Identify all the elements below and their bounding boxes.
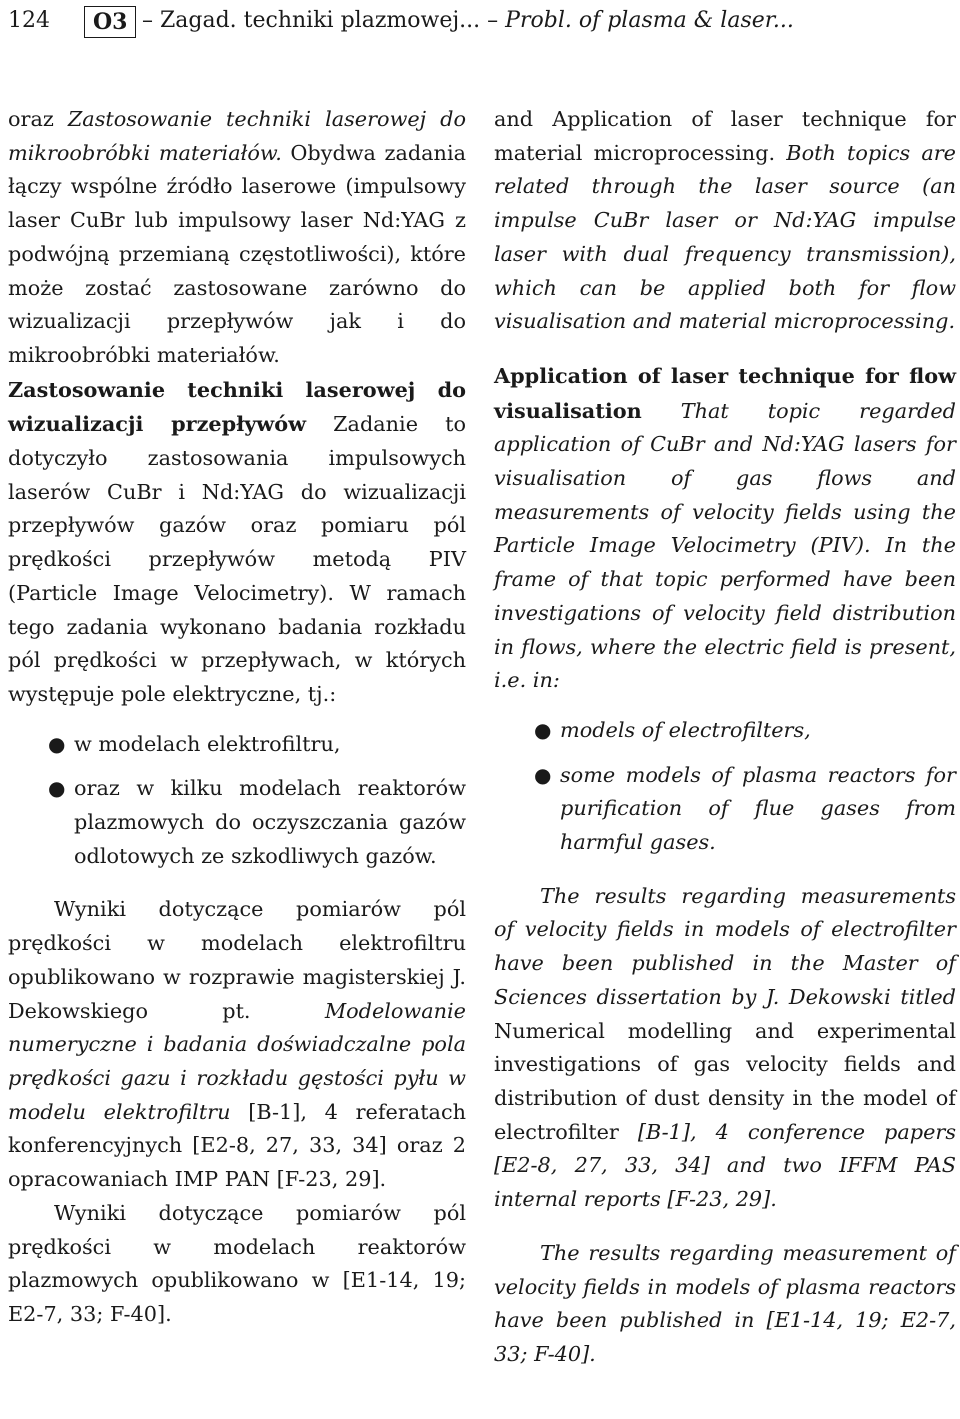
right-intro-run: Both topics are related through the laser source (an impulse CuBr laser or Nd:YAG impulse laser with dual frequency transmission), which can be applied both for flow visualisation and material microprocessing. <box>494 140 956 334</box>
left-paragraph-results-electrofilter <box>8 893 466 1196</box>
left-results-run: [B-1], 4 referatach konferencyjnych [E2-8, 27, 33, 34] oraz 2 opracowaniach IMP PAN [F-23, 29]. <box>8 1099 466 1192</box>
left-intro-run: Zastosowanie techniki laserowej do mikroobróbki materiałów. <box>8 107 466 165</box>
left-paragraph-visualisation <box>8 373 466 712</box>
list-item-text: models of electrofilters, <box>560 717 811 742</box>
right-paragraph-intro <box>494 103 956 339</box>
header-title-pl: – Zagad. techniki plazmowej... – <box>142 8 499 33</box>
header-title-en: Probl. of plasma & laser... <box>505 8 794 33</box>
page-number: 124 <box>8 8 50 33</box>
section-code-box: O3 <box>84 6 136 38</box>
bullet-icon: ● <box>534 717 552 742</box>
list-item <box>8 728 466 762</box>
header-titles <box>142 6 794 36</box>
left-run-in-heading: Zastosowanie techniki laserowej do wizualizacji przepływów <box>8 376 466 437</box>
right-results-run: The results regarding measurements of velocity fields in models of electrofilter have been published in the Master of Sciences dissertation by J. Dekowski titled <box>494 883 956 1009</box>
right-paragraph-results-electrofilter <box>494 880 956 1217</box>
right-visualisation-text: That topic regarded application of CuBr and Nd:YAG lasers for visualisation of gas flows and measurements of velocity fields using the Particle Image Velocimetry (PIV). In the frame of that topic performed have been investigations of velocity field distribution in flows, where the electric field is present, i.e. in: <box>494 398 956 693</box>
list-item-text: w modelach elektrofiltru, <box>74 731 341 756</box>
left-results-run: Wyniki dotyczące pomiarów pól prędkości w modelach elektrofiltru opublikowano w rozprawie magisterskiej J. Dekowskiego pt. <box>8 897 466 1023</box>
bullet-icon: ● <box>534 762 552 787</box>
left-column <box>8 103 466 1332</box>
left-visualisation-text: Zadanie to dotyczyło zastosowania impulsowych laserów CuBr i Nd:YAG do wizualizacji przepływów gazów oraz pomiaru pól prędkości przepływów metodą PIV (Particle Image Velocimetry). W ramach tego zadania wykonano badania rozkładu pól prędkości w przepływach, w których występuje pole elektryczne, tj.: <box>8 412 467 706</box>
right-results-run: Numerical modelling and experimental investigations of gas velocity fields and distribution of dust density in the model of electrofilter <box>494 1018 956 1144</box>
right-results-run: [B-1], 4 conference papers [E2-8, 27, 33, 34] and two IFFM PAS internal reports [F-23, 29]. <box>494 1119 956 1212</box>
right-intro-run: and Application of laser technique for material microprocessing. <box>494 107 956 165</box>
left-intro-run: oraz <box>8 107 68 131</box>
bullet-icon: ● <box>48 731 66 756</box>
right-paragraph-results-reactors: The results regarding measurement of velocity fields in models of plasma reactors have been published in [E1-14, 19; E2-7, 33; F-40]. <box>494 1240 956 1366</box>
bullet-icon: ● <box>48 776 66 801</box>
left-bullet-list <box>8 728 466 874</box>
list-item <box>494 714 956 748</box>
list-item-text: oraz w kilku modelach reaktorów plazmowych do oczyszczania gazów odlotowych ze szkodliwych gazów. <box>74 776 466 868</box>
right-column <box>494 103 956 1372</box>
list-item-text: some models of plasma reactors for purification of flue gases from harmful gases. <box>560 762 956 855</box>
left-paragraph-intro <box>8 103 466 373</box>
right-paragraph-visualisation <box>494 359 956 698</box>
right-run-in-heading: Application of laser technique for flow visualisation <box>494 362 956 423</box>
list-item <box>494 759 956 860</box>
list-item <box>8 772 466 873</box>
left-intro-run: Obydwa zadania łączy wspólne źródło laserowe (impulsowy laser CuBr lub impulsowy laser Nd:YAG z podwójną przemianą częstotliwości), które może zostać zastosowane zarówno do wizualizacji przepływów jak i do mikroobróbki materiałów. <box>8 140 466 367</box>
left-results-run: Modelowanie numeryczne i badania doświadczalne pola prędkości gazu i rozkładu gęstości pyłu w modelu elektrofiltru <box>8 998 466 1124</box>
running-header <box>8 6 958 40</box>
left-paragraph-results-reactors: Wyniki dotyczące pomiarów pól prędkości w modelach reaktorów plazmowych opublikowano w [E1-14, 19; E2-7, 33; F-40]. <box>8 1200 466 1326</box>
right-bullet-list <box>494 714 956 860</box>
